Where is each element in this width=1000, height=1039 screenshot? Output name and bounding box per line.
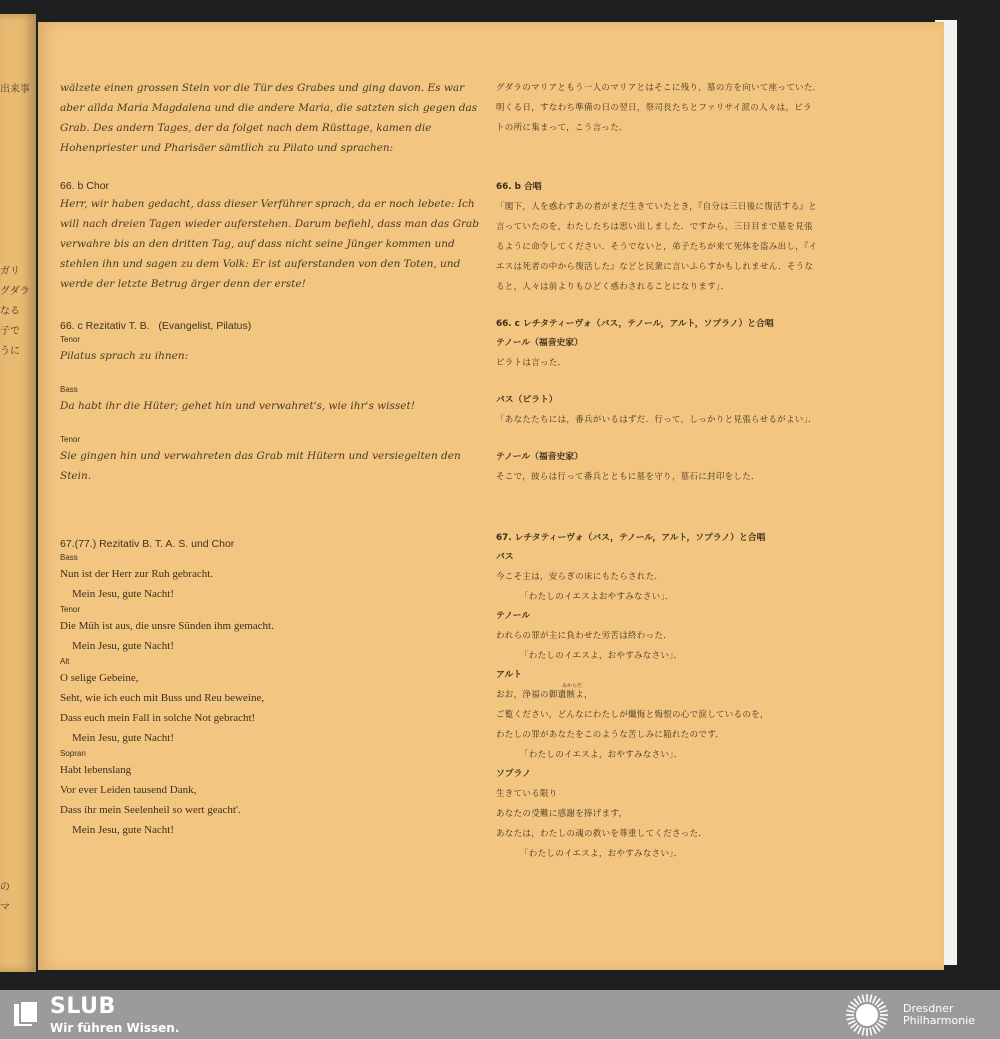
german-line: Dass ihr mein Seelenheil so wert geacht'. (60, 804, 241, 816)
german-line: Stein. (60, 470, 92, 482)
german-intro (60, 78, 480, 158)
voice-label: アルト (496, 670, 523, 680)
japanese-line: われらの罪が主に負わせた労苦は終わった． (496, 631, 672, 641)
philharmonie-logo-icon[interactable] (842, 992, 892, 1038)
japanese-line: ご覧ください，どんなにわたしが懺悔と悔恨の心で涙しているのを， (496, 710, 769, 720)
japanese-line: 「わたしのイエスよおやすみなさい」． (520, 592, 674, 602)
logo-ray (847, 1010, 855, 1012)
voice-label: バス (496, 552, 514, 562)
left-fragment: ガリ (0, 266, 20, 277)
voice-label: テノール（福音史家） (496, 452, 583, 462)
logo-ray (873, 996, 876, 1003)
voice-label: Tenor (60, 605, 81, 614)
left-fragment: なる (0, 306, 20, 317)
german-line: stehlen ihn und sagen zu dem Volk: Er ist auferstanden von den Toten, und (60, 258, 461, 270)
philharmonie-name[interactable] (903, 1003, 975, 1027)
voice-label: テノール (496, 611, 531, 621)
section-67-ja (496, 529, 916, 864)
logo-ray (880, 1010, 888, 1012)
section-67-de (60, 536, 480, 840)
german-line: Mein Jesu, gute Nacht! (72, 824, 175, 836)
logo-ray (848, 1021, 855, 1024)
logo-ray (879, 1006, 886, 1009)
logo-ray (879, 1021, 886, 1024)
japanese-line: そこで，彼らは行って番兵とともに墓を守り，墓石に封印をした． (496, 472, 760, 482)
german-line: Pilatus sprach zu ihnen: (60, 350, 189, 362)
logo-ray (851, 1002, 857, 1007)
japanese-line: あなたは，わたしの魂の救いを尊重してくださった． (496, 829, 708, 839)
german-line: Da habt ihr die Hüter; gehet hin und verwahret's, wie ihr's wisset! (60, 400, 415, 412)
logo-ray (848, 1006, 855, 1009)
japanese-line: 言っていたのを，わたしたちは思い出しました．ですから，三日目まで墓を見張 (496, 222, 813, 232)
alt-first-line (496, 685, 916, 705)
logo-ray (847, 1018, 855, 1020)
german-line: aber allda Maria Magdalena und die andere Maria, die satzten sich gegen das (60, 102, 478, 114)
logo-ray (870, 1028, 872, 1036)
section-66c-de (60, 318, 480, 486)
voice-label: Bass (60, 385, 78, 394)
german-line: Vor ever Leiden tausend Dank, (60, 784, 197, 796)
logo-ray (854, 1025, 859, 1031)
japanese-intro (496, 78, 916, 138)
section-heading: 66. c レチタティーヴォ（バス，テノール，アルト，ソプラノ）と合唱 (496, 319, 774, 329)
section-66c-ja (496, 315, 916, 487)
japanese-line: 「閣下，人を惑わすあの者がまだ生きていたとき，『自分は三日後に復活する』と (496, 202, 818, 212)
japanese-line: わたしの罪があなたをこのような苦しみに陥れたのです． (496, 730, 725, 740)
voice-label: Tenor (60, 335, 81, 344)
german-line: Mein Jesu, gute Nacht! (72, 588, 175, 600)
german-line: wälzete einen grossen Stein vor die Tür des Grabes und ging davon. Es war (60, 82, 465, 94)
logo-ray (875, 1025, 880, 1031)
logo-ray (851, 1023, 857, 1028)
logo-ray (877, 1002, 883, 1007)
german-line: Seht, wie ich euch mit Buss und Reu beweine, (60, 692, 265, 704)
german-line: werde der letzte Betrug ärger denn der erste! (60, 278, 306, 290)
german-line: Dass euch mein Fall in solche Not gebracht! (60, 712, 256, 724)
section-heading: 66. c Rezitativ T. B. (Evangelist, Pilatus) (60, 320, 252, 332)
japanese-line: あなたの受難に感謝を捧げます， (496, 809, 628, 819)
german-line: Hohenpriester und Pharisäer sämtlich zu Pilato und sprachen: (60, 142, 394, 154)
section-heading: 67.(77.) Rezitativ B. T. A. S. und Chor (60, 538, 235, 550)
section-heading: 67. レチタティーヴォ（バス，テノール，アルト，ソプラノ）と合唱 (496, 533, 766, 543)
philharmonie-line1: Dresdner (903, 1002, 954, 1015)
logo-ray (854, 999, 859, 1005)
slub-tagline: Wir führen Wissen. (50, 1021, 180, 1035)
german-line: will nach dreien Tagen wieder auferstehen. Darum befiehl, dass man das Grab (60, 218, 479, 230)
japanese-line: 「わたしのイエスよ，おやすみなさい」． (520, 651, 683, 661)
german-line: Grab. Des andern Tages, der da folget nach dem Rüsttage, kamen die (60, 122, 432, 134)
german-line: Sie gingen hin und verwahreten das Grab mit Hütern und versiegelten den (60, 450, 461, 462)
voice-label: バス（ピラト） (496, 395, 558, 405)
japanese-line: 「わたしのイエスよ，おやすみなさい」． (520, 750, 683, 760)
logo-ray (862, 995, 864, 1003)
voice-label: テノール（福音史家） (496, 338, 583, 348)
score-page (38, 22, 944, 970)
japanese-line: ピラトは言った． (496, 358, 567, 368)
logo-ray (862, 1028, 864, 1036)
left-fragment: うに (0, 346, 20, 357)
slub-name[interactable]: SLUB (50, 994, 116, 1019)
japanese-line: 今こそ主は，安らぎの床にもたらされた． (496, 572, 664, 582)
logo-ray (870, 995, 872, 1003)
logo-ray (880, 1018, 888, 1020)
german-line: Mein Jesu, gute Nacht! (72, 640, 175, 652)
voice-label: Alt (60, 657, 70, 666)
left-page-edge (0, 14, 36, 972)
japanese-line: 明くる日，すなわち準備の日の翌日，祭司長たちとファリサイ派の人々は，ピラ (496, 103, 812, 113)
japanese-line: エスは死者の中から復活した』などと民衆に言いふらすかもしれません．そうな (496, 262, 814, 272)
japanese-line: グダラのマリアともう一人のマリアとはそこに残り，墓の方を向いて座っていた． (496, 83, 822, 93)
german-line: Habt lebenslang (60, 764, 132, 776)
slub-logo-icon[interactable] (12, 1000, 40, 1028)
german-line: Nun ist der Herr zur Ruh gebracht. (60, 568, 214, 580)
left-fragment: 子で (0, 326, 20, 337)
left-fragment: グダラ (0, 286, 30, 297)
japanese-line: 「わたしのイエスよ，おやすみなさい」． (520, 849, 683, 859)
japanese-line: トの所に集まって，こう言った． (496, 123, 628, 133)
left-fragment: マ (0, 902, 10, 913)
voice-label: Tenor (60, 435, 81, 444)
japanese-line: ると，人々は前よりもひどく惑わされることになります」． (496, 282, 730, 292)
japanese-line: 「あなたたちには，番兵がいるはずだ．行って，しっかりと見張らせるがよい」． (496, 415, 817, 425)
logo-ray (875, 999, 880, 1005)
section-66b-ja (496, 178, 916, 297)
footer-bar (0, 990, 1000, 1039)
left-fragment: 出来事 (0, 84, 30, 95)
section-66b-de (60, 178, 480, 294)
logo-ray (877, 1023, 883, 1028)
logo-ray (858, 996, 861, 1003)
voice-label: ソプラノ (496, 769, 531, 779)
german-line: verwahre bis an den dritten Tag, auf dass nicht seine Jünger kommen und (60, 238, 455, 250)
japanese-line: 生きている限り (496, 789, 558, 799)
ruby-annotation: みからだ (562, 683, 583, 689)
voice-label: Bass (60, 553, 78, 562)
logo-ray (858, 1027, 861, 1034)
section-heading: 66. b Chor (60, 180, 110, 192)
left-fragment: の (0, 882, 10, 893)
logo-ray (873, 1027, 876, 1034)
japanese-line: おお，浄福の御遺骸よ， (496, 690, 593, 700)
japanese-line: るように命令してください．そうでないと，弟子たちが来て死体を盗み出し，『イ (496, 242, 818, 252)
german-line: O selige Gebeine, (60, 672, 139, 684)
german-line: Herr, wir haben gedacht, dass dieser Verführer sprach, da er noch lebete: Ich (60, 198, 475, 210)
philharmonie-line2: Philharmonie (903, 1014, 975, 1027)
voice-label: Sopran (60, 749, 86, 758)
section-heading: 66. b 合唱 (496, 182, 542, 192)
german-line: Mein Jesu, gute Nacht! (72, 732, 175, 744)
german-line: Die Müh ist aus, die unsre Sünden ihm gemacht. (60, 620, 274, 632)
